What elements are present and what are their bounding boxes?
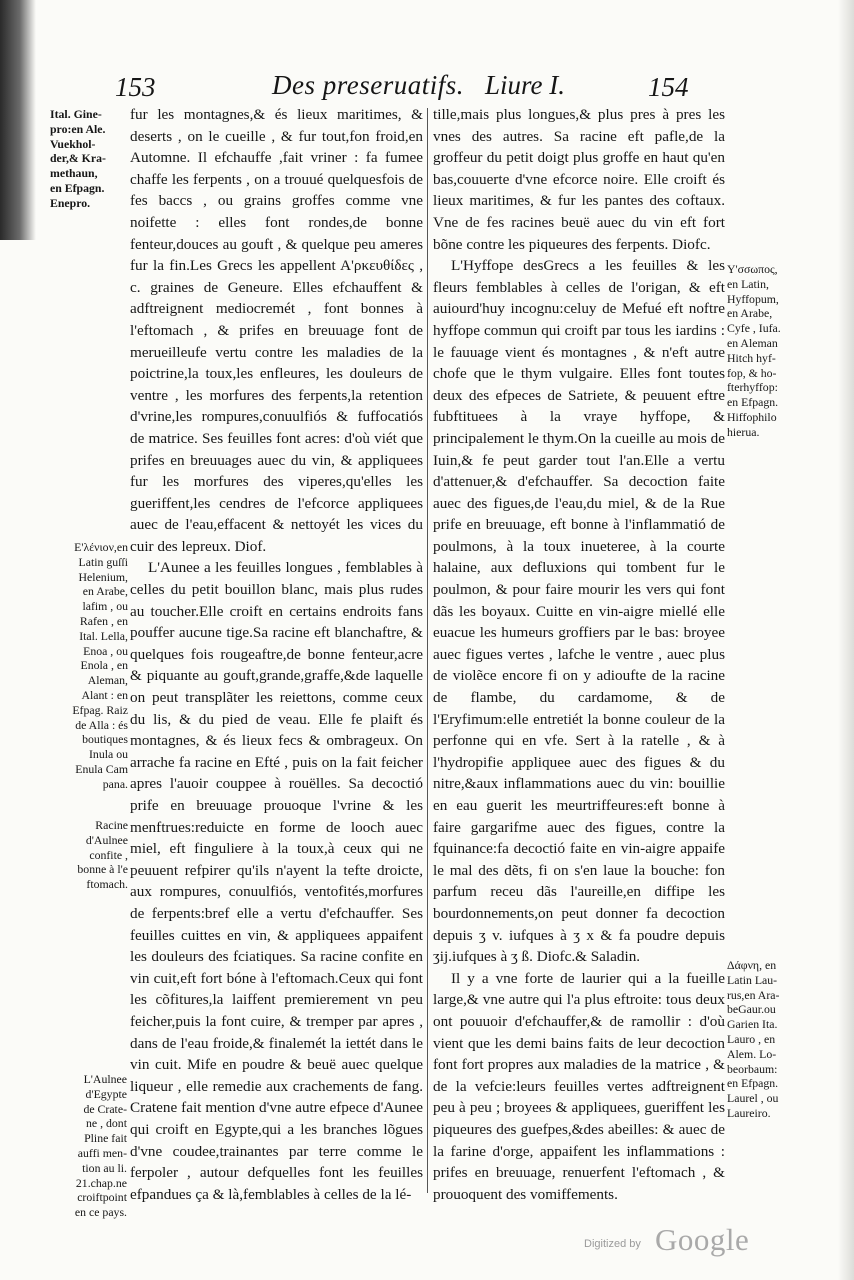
margin-line: Alem. Lo- bbox=[727, 1046, 777, 1061]
page-number-right: 154 bbox=[648, 72, 689, 102]
margin-line: auffi men- bbox=[77, 1145, 127, 1160]
margin-line: E'λένιον,en bbox=[74, 540, 128, 554]
margin-line: Enepro. bbox=[50, 195, 91, 210]
margin-line: ftomach. bbox=[86, 877, 128, 892]
margin-line: Ital. Lella, bbox=[79, 628, 128, 643]
google-logo: Google bbox=[655, 1222, 750, 1257]
margin-line: ne , dont bbox=[86, 1116, 127, 1131]
page-number-left: 153 bbox=[115, 72, 156, 102]
margin-note-preserve bbox=[54, 818, 128, 892]
margin-line: en Efpagn. bbox=[727, 1076, 779, 1091]
margin-line: Υ'σσωπος, bbox=[727, 262, 778, 276]
margin-line: beorbaum: bbox=[727, 1061, 778, 1076]
paragraph-elecampane: L'Aunee a les feuilles longues , femblables à celles du petit bouillon blanc, mais plus rudes au toucher.Elle croift en certains endroits fans pouffer aucune tige.Sa racine eft blanchaftre, & quelques fois rougeaftre,de bonne fenteur,acre & piquante au gouft,grande,graffe,&de laquelle on peut transplãter les reiettons, comme ceux du lis, & du pied de veau. Elle fe plaift és montagnes, & és lieux fecs & ombrageux. On arrache fa racine en Efté , puis on la fait feicher apres l'auoir couppee à rouëlles. Sa decoctió prife en breuuage prouoque l'vrine & les menftrues:reduicte en forme de looch auec miel, eft finguliere à la toux,à ceux qui ne peuuent refpirer qu'ils n'ayent la tefte droicte, aux rompures, conuulfiós, ventofités,morfures de ferpents:bref elle a vertu d'efchauffer. Ses feuilles cuittes en vin, & appliquees appaifent les douleurs des fciatiques. Sa racine confite en vin cuit,eft fort bóne à l'eftomach.Ceux qui font les cõfitures,la laiffent premierement vn peu feicher,puis la font cuire, & tremper par apres , dans de l'eau froide,& finalemét la iettét dans le vin cuit. Mife en poudre & beuë auec quelque liqueur , elle remedie aux crachements de fang. Cratene fait mention d'vne autre efpece d'Aunee qui croift en Egypte,qui a les branches lõgues d'vne coudee,trainantes par terre comme le ferpoler , autour defquelles font les feuilles efpandues ça & là,femblables à celles de la lé- bbox=[130, 559, 423, 1203]
margin-line: Hitch hyf- bbox=[727, 350, 776, 365]
margin-line: Inula ou bbox=[89, 747, 128, 762]
running-title: Des preseruatifs. bbox=[272, 70, 464, 100]
margin-line: Enula Cam bbox=[75, 761, 128, 776]
margin-line: Pline fait bbox=[84, 1131, 127, 1146]
scan-edge-shadow bbox=[0, 0, 36, 240]
paragraph-elecampane-cont: tille,mais plus longues,& plus pres à pres les vnes des autres. Sa racine eft pafle,de la groffeur du petit doigt plus groffe en haut qu'en bas,couuerte d'vne efcorce noire. Elle croift és lieux maritimes, & fur les pantes des coftaux. Vne de fes racines beuë auec du vin eft fort bõne contre les piqueures des ferpents. Diofc. bbox=[433, 106, 725, 253]
margin-note-juniper bbox=[50, 107, 126, 211]
margin-line: Laureiro. bbox=[727, 1105, 771, 1120]
margin-line: lafim , ou bbox=[82, 599, 128, 614]
text-column-right bbox=[433, 104, 725, 1205]
column-divider bbox=[427, 108, 428, 1193]
margin-line: Efpag. Raiz bbox=[72, 702, 128, 717]
margin-line: Helenium, bbox=[78, 569, 128, 584]
margin-line: Lauro , en bbox=[727, 1031, 776, 1046]
margin-note-elecampane bbox=[46, 540, 128, 792]
margin-line: Δάφνη, en bbox=[727, 958, 777, 972]
margin-line: Laurel , ou bbox=[727, 1091, 779, 1106]
margin-line: Ital. Gine- bbox=[50, 107, 102, 121]
margin-line: d'Egypte bbox=[85, 1086, 127, 1101]
margin-line: fop, & ho- bbox=[727, 365, 777, 380]
margin-line: Alant : en bbox=[81, 687, 128, 702]
margin-line: fterhyffop: bbox=[727, 380, 778, 395]
margin-line: en Aleman bbox=[727, 335, 778, 350]
margin-line: en Arabe, bbox=[82, 584, 128, 599]
margin-line: Vuekhol- bbox=[50, 136, 96, 151]
margin-note-egypt bbox=[55, 1072, 127, 1220]
margin-line: pana. bbox=[102, 776, 128, 791]
margin-note-hyssop bbox=[727, 262, 793, 440]
margin-line: tion au li. bbox=[82, 1160, 127, 1175]
margin-line: Aleman, bbox=[87, 673, 128, 688]
margin-line: Enola , en bbox=[80, 658, 128, 673]
margin-line: L'Aulnee bbox=[83, 1072, 127, 1086]
margin-line: en Efpagn. bbox=[50, 180, 105, 195]
page-edge-shadow bbox=[838, 0, 854, 1280]
margin-line: Garien Ita. bbox=[727, 1017, 778, 1032]
margin-line: en Latin, bbox=[727, 276, 769, 291]
margin-line: Hiffophilo bbox=[727, 409, 777, 424]
margin-line: d'Aulnee bbox=[85, 832, 128, 847]
margin-line: en Arabe, bbox=[727, 306, 773, 321]
margin-line: rus,en Ara- bbox=[727, 987, 780, 1002]
margin-line: de Alla : és bbox=[75, 717, 128, 732]
margin-line: Cyfe , Iufa. bbox=[727, 321, 781, 336]
margin-line: der,& Kra- bbox=[50, 151, 106, 166]
margin-line: hierua. bbox=[727, 424, 760, 439]
paragraph-juniper: fur les montagnes,& és lieux maritimes, & deserts , on le cueille , & fur tout,fon froid,en Automne. Il efchauffe ,fait vriner : fa fumee chaffe les ferpents , on a trouué quelquesfois de fes baccs , ou grains groffes comme vne noifette : elles font rondes,de bonne fenteur,douces au gouft , & quelque peu ameres fur la fin.Les Grecs les appellent A'ρκευθίδες , c. graines de Geneure. Elles efchauffent & adftreignent mediocremét , font bonnes à l'eftomach , & prifes en breuuage font de merueilleufe vertu contre les maladies de la poictrine,la toux,les enfleures, les douleurs de ventre , les morfures des ferpents,la retention d'vrine,les rompures,conuulfiós & fuffocatiós de matrice. Ses feuilles font acres: d'où viét que prifes en breuuages auec du vin, & appliquees fur les morfures des viperes,qu'elles les gueriffent,les cendres de l'efcorce appliquees auec de l'eau,effacent & nettoyét les vices du cuir des lepreux. Diof. bbox=[130, 106, 423, 555]
paragraph-laurel: Il y a vne forte de laurier qui a la fueille large,& vne autre qui l'a plus eftroite: tous deux ont pouuoir d'efchauffer,& de ramollir : d'où vient que les demi bains faits de leur decoction font fort propres aux maladies de la matrice , & de la vefcie:leurs feuilles vertes adftreignent peu à peu ; broyees & appliquees, gueriffent les piqueures des guefpes,&des abeilles: & auec de la farine d'orge, appaifent les inflammations : prifes en breuuage, renuerfent l'eftomach , & prouoquent des vomiffements. bbox=[433, 969, 725, 1203]
margin-line: croiftpoint bbox=[77, 1190, 127, 1205]
margin-line: beGaur.ou bbox=[727, 1002, 776, 1017]
margin-line: boutiques bbox=[82, 732, 128, 747]
margin-line: Hyffopum, bbox=[727, 291, 779, 306]
text-column-left bbox=[130, 104, 423, 1205]
margin-line: en Efpagn. bbox=[727, 395, 779, 410]
margin-line: Racine bbox=[95, 818, 128, 832]
digitized-by-label: Digitized by bbox=[584, 1238, 641, 1250]
margin-line: Rafen , en bbox=[79, 613, 128, 628]
margin-line: pro:en Ale. bbox=[50, 121, 106, 136]
margin-line: en ce pays. bbox=[74, 1205, 127, 1220]
margin-line: bonne à l'e bbox=[77, 862, 128, 877]
margin-line: methaun, bbox=[50, 166, 98, 181]
margin-line: Latin Lau- bbox=[727, 972, 778, 987]
margin-line: 21.chap.ne bbox=[75, 1175, 127, 1190]
margin-note-laurel bbox=[727, 958, 797, 1121]
paragraph-hyssop: L'Hyffope desGrecs a les feuilles & les fleurs femblables à celles de l'origan, & eft auiourd'huy incognu:celuy de Mefué eft noftre hyffope commun qui croift par tous les iardins : le fauuage vient és montagnes , & n'eft autre chofe que le thym vulgaire. Elles font toutes deux des efpeces de Satriete, & peuuent eftre fubftituees à la vraye hyffope, & principalement le thym.On la cueille au mois de Iuin,& fe peut garder tout l'an.Elle a vertu d'attenuer,& d'efchauffer. Sa decoction faite auec des figues,de l'eau,du miel, & de la Rue prife en breuuage, eft bonne à l'inflammatió de poulmons, à la toux inueteree, à la courte halaine, aux defluxions qui tombent fur le poulmon, & pour faire mourir les vers qui font dãs les boyaux. Cuitte en vin-aigre miellé elle euacue les humeurs groffiers par le bas: broyee auec figues vertes , lafche le ventre , auec plus de violẽce encore fi on y adioufte de la racine de flambe, du cardamome, & de l'Eryfimum:elle entretiét la bonne couleur de la perfonne qui en vfe. Sert à la ratelle , & à l'hydropifie appliquee auec des figues & du nitre,&aux inflammations auec du vin: bouillie en eau guerit les meurtriffeures:eft bonne à faire gargarifme auec des figues, contre la fquinance:fa decoctió faite en vin-aigre appaife le mal des dẽts, fi on s'en laue la bouche: fon parfum receu dãs l'aureille,en diffipe les bourdonnements,on peut donner fa decoction depuis ʒ v. iufques à ʒ x & fa poudre depuis ʒij.iufques à ʒ ß. Diofc.& Saladin. bbox=[433, 257, 725, 966]
running-book: Liure I. bbox=[485, 70, 565, 100]
margin-line: Enoa , ou bbox=[83, 643, 128, 658]
margin-line: Latin guſſi bbox=[78, 554, 128, 569]
margin-line: de Crate- bbox=[83, 1101, 127, 1116]
margin-line: confite , bbox=[89, 847, 128, 862]
